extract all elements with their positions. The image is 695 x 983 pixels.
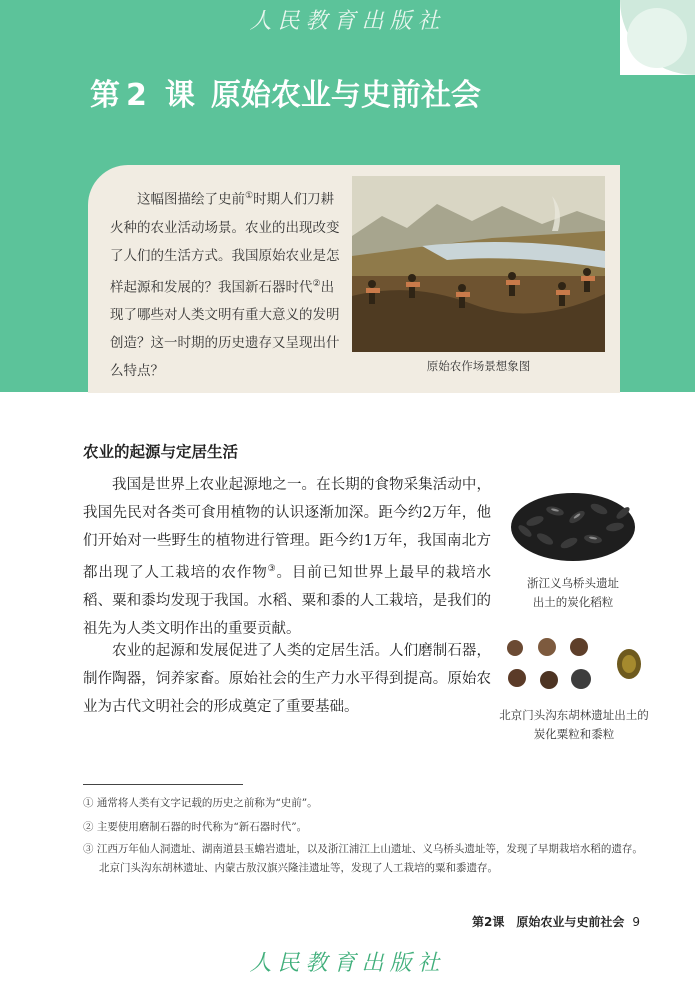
rice-caption-line-2: 出土的炭化稻粒 bbox=[532, 595, 614, 609]
intro-text bbox=[110, 182, 345, 385]
millet-grains-illustration bbox=[505, 634, 645, 700]
lesson-number: 2 bbox=[126, 78, 147, 113]
page-number: 9 bbox=[632, 915, 640, 929]
lesson-label-prefix: 第 bbox=[90, 78, 120, 113]
lesson-title: 原始农业与史前社会 bbox=[210, 78, 481, 113]
footnote-ref-1[interactable]: ① bbox=[245, 191, 254, 201]
paragraph-2: 农业的起源和发展促进了人类的定居生活。人们磨制石器，制作陶器，饲养家畜。原始社会的生产力水平得到提高。原始农业为古代文明社会的形成奠定了重要基础。 bbox=[83, 643, 491, 715]
carbonized-millet-image bbox=[505, 634, 645, 700]
publisher-logo-top: 人民教育出版社 bbox=[249, 9, 446, 34]
rice-caption-line-1: 浙江义乌桥头遗址 bbox=[527, 576, 619, 590]
page-title bbox=[90, 70, 481, 114]
rice-grains-illustration bbox=[505, 483, 641, 567]
farming-scene-image bbox=[352, 176, 605, 352]
paragraph-1-text-b: 。目前已知世界上最早的栽培水稻、粟和黍均发现于我国。水稻、粟和黍的人工栽培，是我们的祖先为人类文明作出的重要贡献。 bbox=[83, 564, 492, 637]
page-footer bbox=[440, 913, 640, 930]
section-heading: 农业的起源与定居生活 bbox=[83, 443, 239, 461]
millet-caption bbox=[494, 706, 654, 744]
footnote-divider bbox=[83, 784, 243, 785]
millet-caption-line-2: 炭化粟粒和黍粒 bbox=[533, 727, 615, 741]
footnote-2: ② 主要使用磨制石器的时代称为“新石器时代”。 bbox=[83, 821, 308, 833]
scene-caption: 原始农作场景想象图 bbox=[426, 359, 531, 373]
rice-caption bbox=[500, 574, 646, 612]
millet-caption-line-1: 北京门头沟东胡林遗址出土的 bbox=[499, 708, 649, 722]
intro-text-b: 时期人们刀耕火种的农业活动场景。农业的出现改变了人们的生活方式。我国原始农业是怎样起源和发展的？我国新石器时代 bbox=[110, 191, 340, 295]
intro-text-c: 出现了哪些对人类文明有重大意义的发明创造？这一时期的历史遗存又呈现出什么特点？ bbox=[110, 279, 340, 379]
carbonized-rice-image bbox=[505, 483, 641, 567]
intro-text-a: 这幅图描绘了史前 bbox=[137, 191, 245, 208]
farming-scene-illustration bbox=[352, 176, 605, 352]
header-band-edge bbox=[620, 75, 695, 392]
lesson-label-suffix: 课 bbox=[164, 78, 195, 113]
footnote-ref-2[interactable]: ② bbox=[312, 278, 321, 289]
publisher-logo-bottom: 人民教育出版社 bbox=[249, 951, 446, 976]
paragraph-1-text-a: 我国是世界上农业起源地之一。在长期的食物采集活动中，我国先民对各类可食用植物的认识逐渐加深。距今约2万年，他们开始对一些野生的植物进行管理。距今约1万年，我国南北方都出现了人工栽培的农作物 bbox=[83, 477, 491, 581]
paragraph-1 bbox=[83, 471, 491, 643]
running-title: 第2课 原始农业与史前社会 bbox=[472, 915, 625, 929]
footnote-ref-3[interactable]: ③ bbox=[267, 564, 277, 574]
footnote-1: ① 通常将人类有文字记载的历史之前称为“史前”。 bbox=[83, 797, 318, 809]
footnote-3: ③ 江西万年仙人洞遗址、湖南道县玉蟾岩遗址，以及浙江浦江上山遗址、义乌桥头遗址等，发现了早期栽培水稻的遗存。北京门头沟东胡林遗址、内蒙古敖汉旗兴隆洼遗址等，发现了人工栽培的粟和黍遗存。 bbox=[83, 843, 643, 874]
